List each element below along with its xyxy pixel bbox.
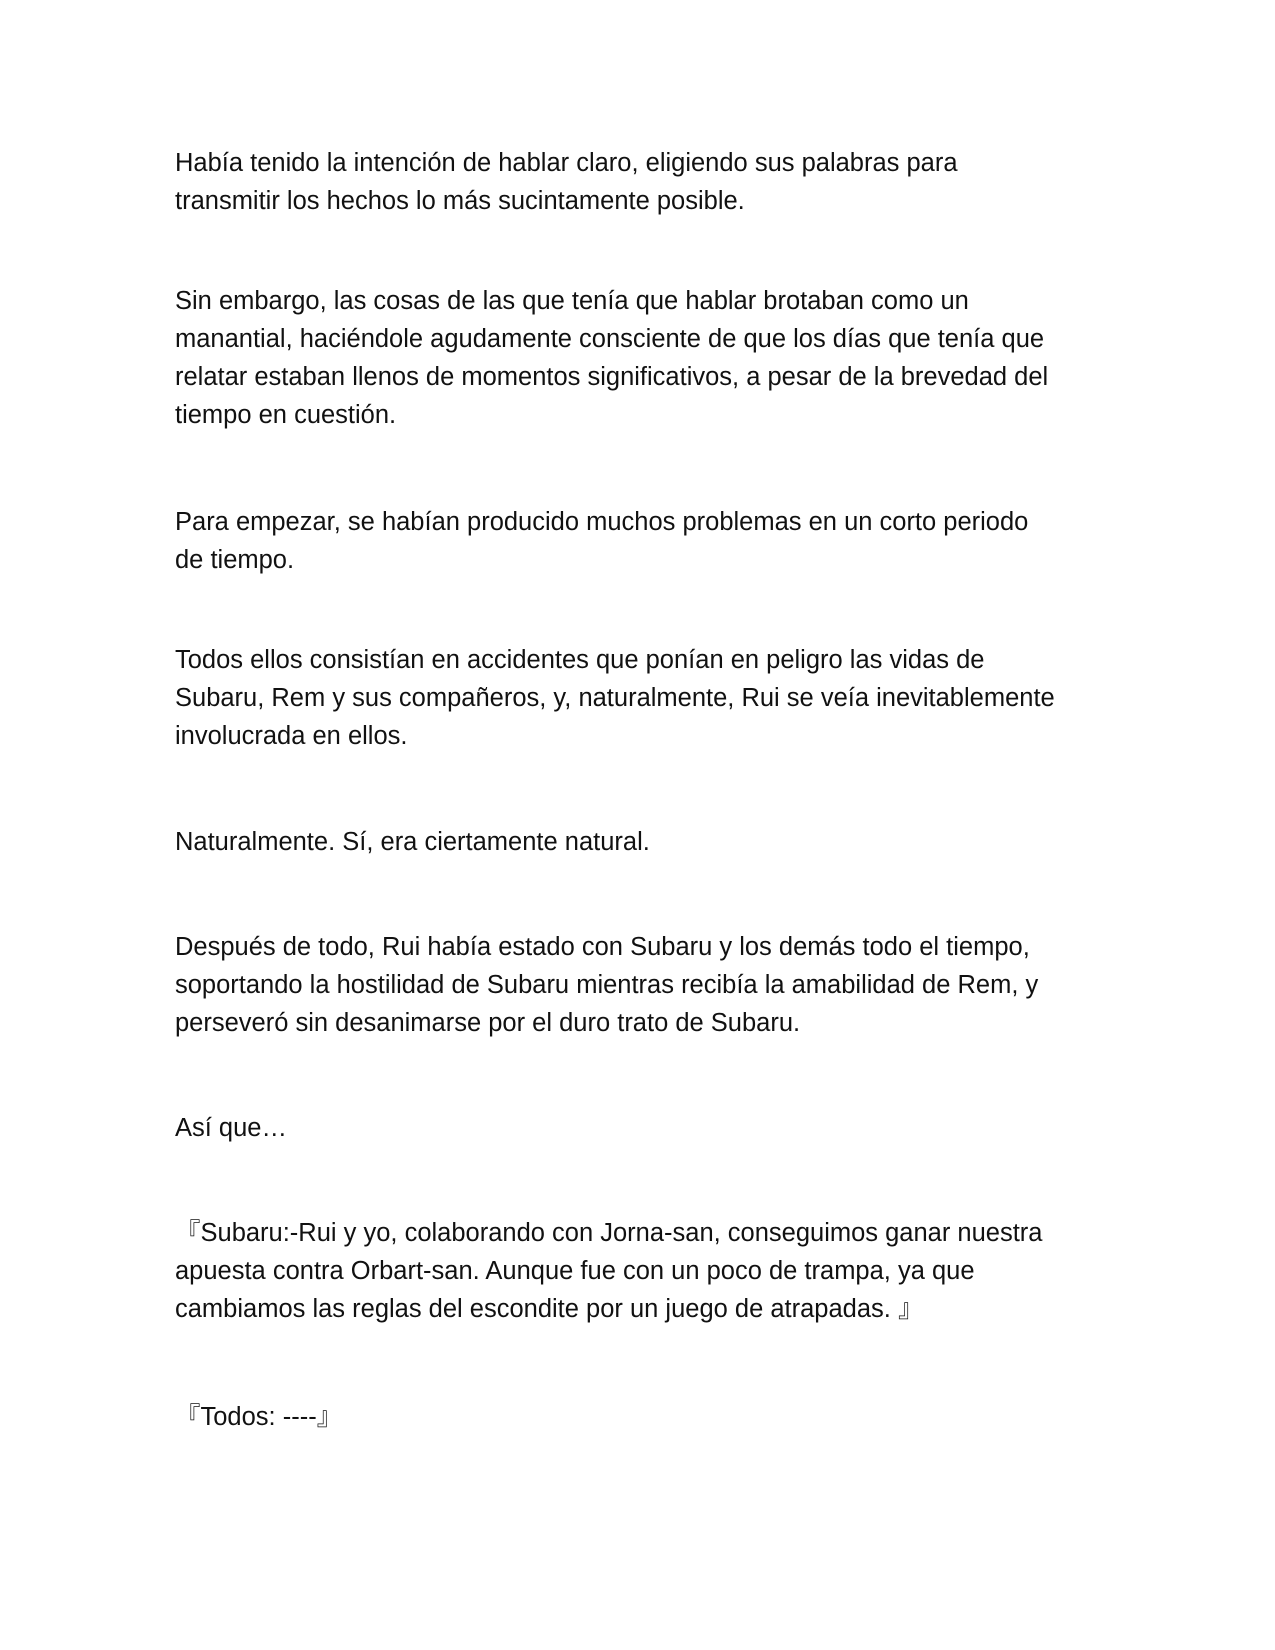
paragraph-line: Todos ellos consistían en accidentes que ponían en peligro las vidas de	[175, 646, 985, 674]
paragraph-line: Después de todo, Rui había estado con Subaru y los demás todo el tiempo,	[175, 933, 1030, 961]
paragraph-line: Había tenido la intención de hablar claro, eligiendo sus palabras para	[175, 149, 958, 177]
paragraph-line: Para empezar, se habían producido muchos problemas en un corto periodo	[175, 508, 1029, 536]
paragraph-8	[175, 1214, 1095, 1328]
paragraph-line: perseveró sin desanimarse por el duro trato de Subaru.	[175, 1009, 801, 1037]
paragraph-line: tiempo en cuestión.	[175, 401, 397, 429]
paragraph-2	[175, 282, 1095, 434]
paragraph-1	[175, 144, 1095, 220]
paragraph-line: involucrada en ellos.	[175, 722, 408, 750]
paragraph-5	[175, 823, 1095, 861]
paragraph-3	[175, 503, 1095, 579]
paragraph-line: Sin embargo, las cosas de las que tenía que hablar brotaban como un	[175, 287, 969, 315]
paragraph-4	[175, 641, 1095, 755]
paragraph-line: relatar estaban llenos de momentos significativos, a pesar de la brevedad del	[175, 363, 1049, 391]
paragraph-line: soportando la hostilidad de Subaru mientras recibía la amabilidad de Rem, y	[175, 971, 1039, 999]
paragraph-line: Naturalmente. Sí, era ciertamente natural.	[175, 828, 650, 856]
paragraph-line: de tiempo.	[175, 546, 295, 574]
paragraph-6	[175, 928, 1095, 1042]
paragraph-line: 『Subaru:-Rui y yo, colaborando con Jorna-san, conseguimos ganar nuestra	[175, 1219, 1043, 1247]
paragraph-line: Subaru, Rem y sus compañeros, y, naturalmente, Rui se veía inevitablemente	[175, 684, 1055, 712]
paragraph-9	[175, 1398, 1095, 1436]
paragraph-line: cambiamos las reglas del escondite por un juego de atrapadas. 』	[175, 1295, 924, 1323]
paragraph-line: manantial, haciéndole agudamente consciente de que los días que tenía que	[175, 325, 1045, 353]
paragraph-line: Así que…	[175, 1114, 287, 1142]
paragraph-7	[175, 1109, 1095, 1147]
paragraph-line: 『Todos: ----』	[175, 1403, 343, 1431]
paragraph-line: transmitir los hechos lo más sucintamente posible.	[175, 187, 745, 215]
paragraph-line: apuesta contra Orbart-san. Aunque fue con un poco de trampa, ya que	[175, 1257, 975, 1285]
